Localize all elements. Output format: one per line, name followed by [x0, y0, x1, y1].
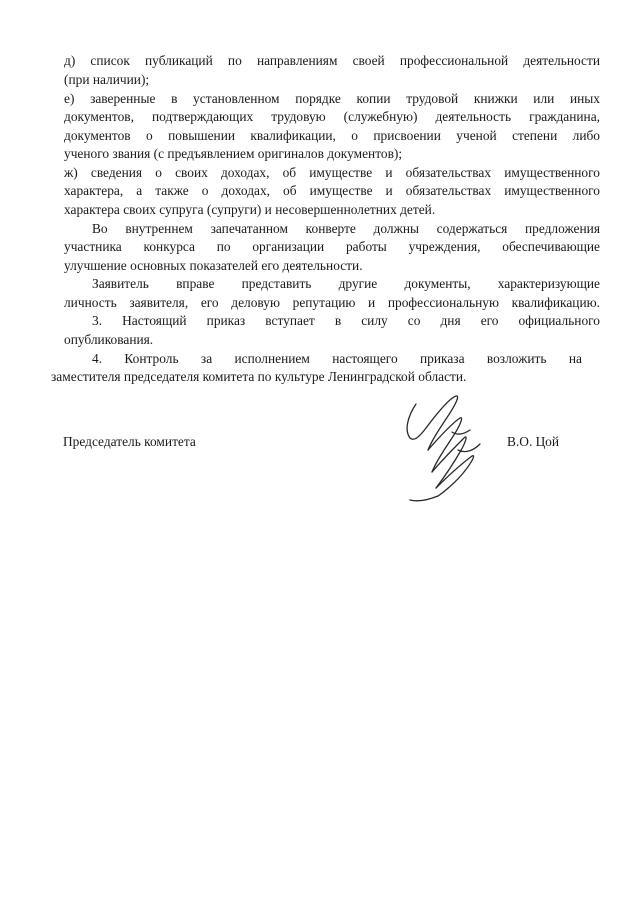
text-line: ж) сведения о своих доходах, об имуществе и обязательствах имущественного	[64, 165, 600, 180]
text-line: 4. Контроль за исполнением настоящего приказа возложить на	[92, 351, 582, 366]
text-line: характера своих супруга (супруги) и несовершеннолетних детей.	[64, 202, 436, 217]
text-line: личность заявителя, его деловую репутацию и профессиональную квалификацию.	[64, 295, 600, 310]
text-line: е) заверенные в установленном порядке копии трудовой книжки или иных	[64, 91, 600, 106]
text-line: улучшение основных показателей его деятельности.	[64, 258, 363, 273]
signatory-title: Председатель комитета	[63, 434, 196, 449]
text-line: Заявитель вправе представить другие документы, характеризующие	[92, 276, 600, 291]
signatory-name: В.О. Цой	[507, 434, 559, 449]
text-line: документов о повышении квалификации, о присвоении ученой степени либо	[64, 128, 600, 143]
text-line: заместителя председателя комитета по культуре Ленинградской области.	[51, 369, 467, 384]
text-line: участника конкурса по организации работы учреждения, обеспечивающие	[64, 239, 600, 254]
handwritten-signature	[398, 392, 494, 504]
text-line: документов, подтверждающих трудовую (служебную) деятельность гражданина,	[64, 109, 600, 124]
text-line: характера, а также о доходах, об имуществе и обязательствах имущественного	[64, 183, 600, 198]
text-line: ученого звания (с предъявлением оригиналов документов);	[64, 146, 403, 161]
text-line: опубликования.	[64, 332, 154, 347]
text-line: д) список публикаций по направлениям своей профессиональной деятельности	[64, 53, 600, 68]
text-line: Во внутреннем запечатанном конверте должны содержаться предложения	[92, 221, 600, 236]
text-line: (при наличии);	[64, 72, 150, 87]
text-line: 3. Настоящий приказ вступает в силу со дня его официального	[92, 313, 600, 328]
